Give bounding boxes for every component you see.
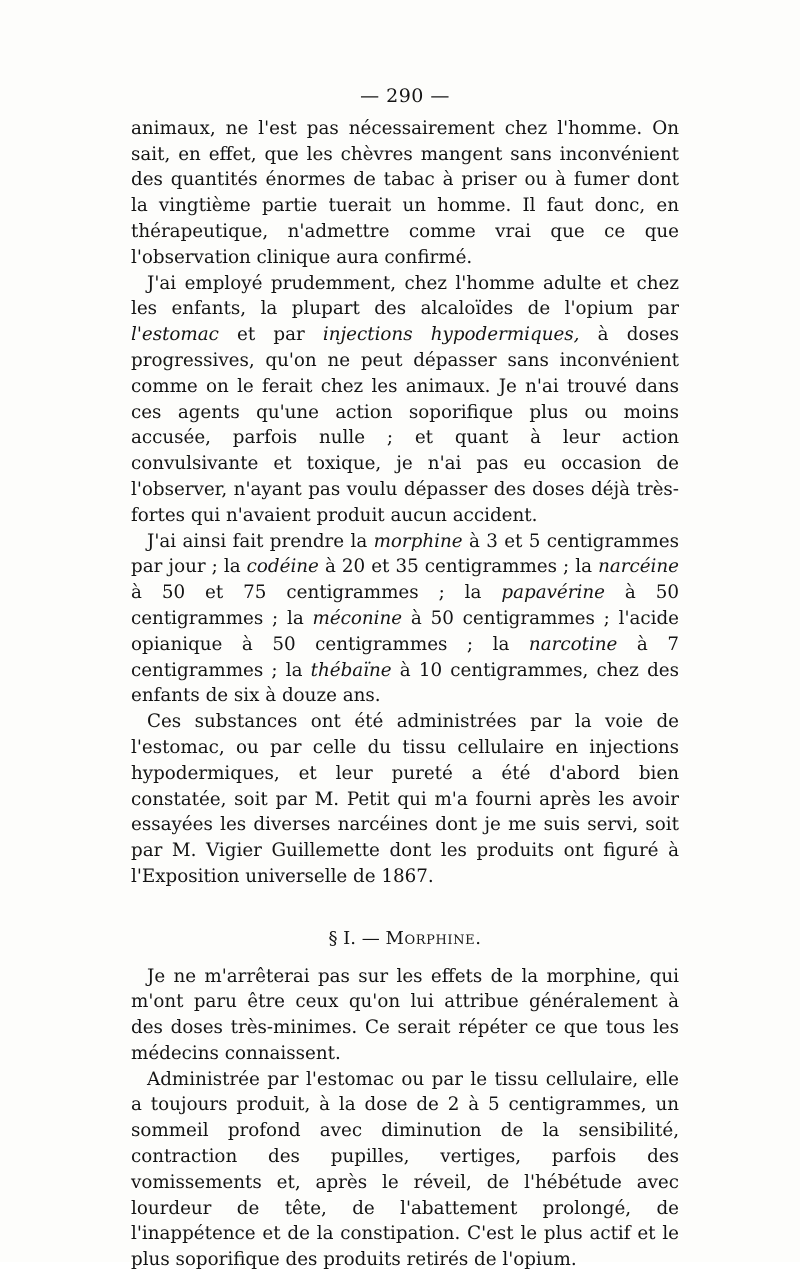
paragraph-continuation: animaux, ne l'est pas nécessairement chez l'homme. On sait, en effet, que les chèvres mangent sans inconvénient des quantités énormes de tabac à priser ou à fumer dont la vingtième partie tuerait un homme. Il faut donc, en thérapeutique, n'admettre comme vrai que ce que l'observation clinique aura confirmé. [131, 117, 679, 268]
section-number: § I. — [328, 927, 386, 949]
paragraph-doses: J'ai ainsi fait prendre la morphine à 3 et 5 centigrammes par jour ; la codéine à 20 et 35 centigrammes ; la narcéine à 50 et 75 centigrammes ; la papavérine à 50 centigrammes ; la méconine à 50 centigrammes ; l'acide opianique à 50 centigrammes ; la narcotine à 7 centigrammes ; la thébaïne à 10 centigrammes, chez des enfants de six à douze ans. [131, 530, 679, 707]
paragraph-alkaloids-method: J'ai employé prudemment, chez l'homme adulte et chez les enfants, la plupart des alcaloïdes de l'opium par l'estomac et par injections hypodermiques, à doses progressives, qu'on ne peut dépasser sans inconvénient comme on le ferait chez les animaux. Je n'ai trouvé dans ces agents qu'une action soporifique plus ou moins accusée, parfois nulle ; et quant à leur action convulsivante et toxique, je n'ai pas eu occasion de l'observer, n'ayant pas voulu dépasser des doses déjà très-fortes qui n'avaient produit aucun accident. [131, 272, 679, 526]
page-text [131, 84, 679, 1273]
section-heading [131, 926, 679, 952]
paragraph-morphine-effects: Je ne m'arrêterai pas sur les effets de la morphine, qui m'ont paru être ceux qu'on lui attribue généralement à des doses très-minimes. Ce serait répéter ce que tous les médecins connaissent. [131, 965, 679, 1064]
paragraph-administration: Ces substances ont été administrées par la voie de l'estomac, ou par celle du tissu cellulaire en injections hypodermiques, et leur pureté a été d'abord bien constatée, soit par M. Petit qui m'a fourni après les avoir essayées les diverses narcéines dont je me suis servi, soit par M. Vigier Guillemette dont les produits ont figuré à l'Exposition universelle de 1867. [131, 711, 679, 887]
page-number: — 290 — [360, 85, 450, 107]
section-title: Morphine. [385, 927, 482, 949]
paragraph-morphine-symptoms: Administrée par l'estomac ou par le tissu cellulaire, elle a toujours produit, à la dose de 2 à 5 centigrammes, un sommeil profond avec diminution de la sensibilité, contraction des pupilles, vertiges, parfois des vomissements et, après le réveil, de l'hébétude avec lourdeur de tête, de l'abattement prolongé, de l'inappétence et de la constipation. C'est le plus actif et le plus soporifique des produits retirés de l'opium. [131, 1068, 679, 1271]
